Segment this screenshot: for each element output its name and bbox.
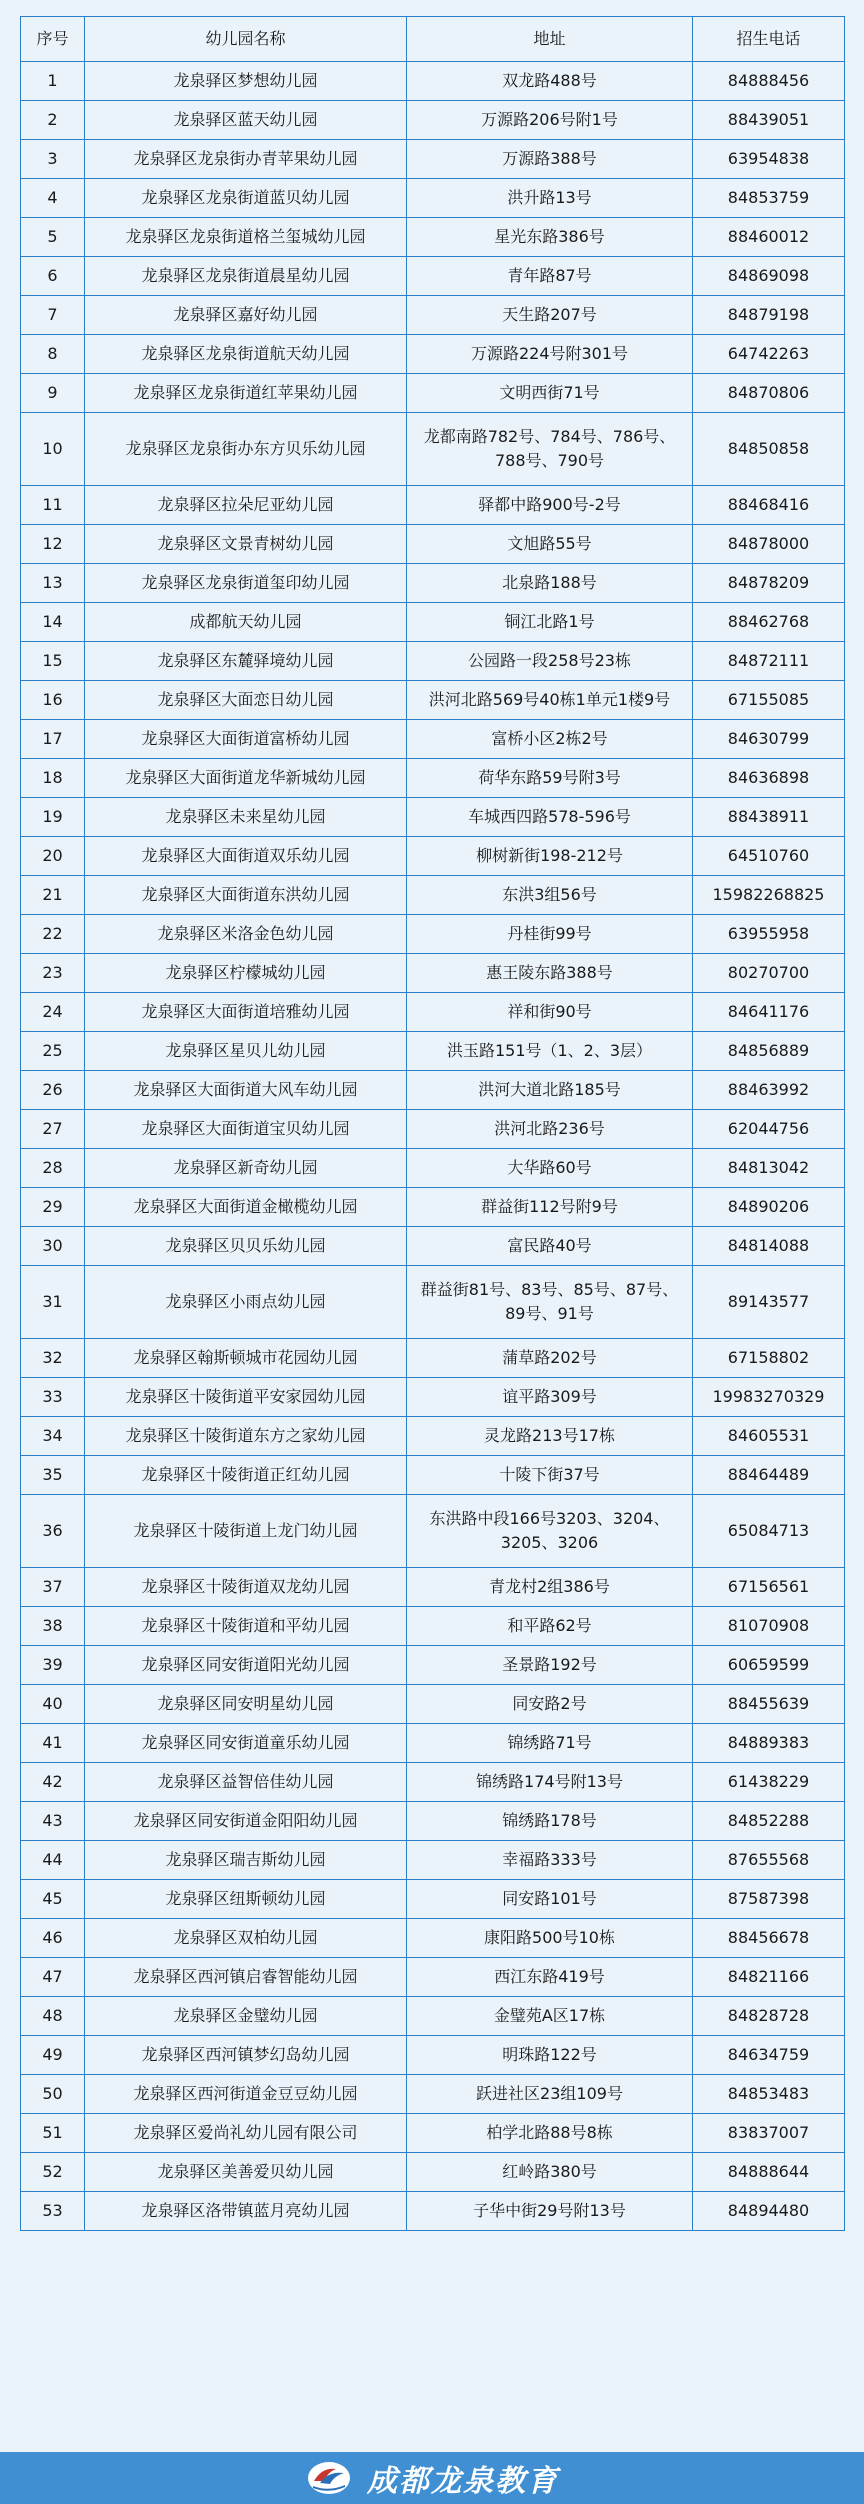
cell-address: 文明西街71号 [407, 374, 693, 413]
cell-phone: 65084713 [693, 1495, 845, 1568]
cell-name: 成都航天幼儿园 [85, 603, 407, 642]
cell-address: 青龙村2组386号 [407, 1568, 693, 1607]
cell-name: 龙泉驿区龙泉街办东方贝乐幼儿园 [85, 413, 407, 486]
table-row [21, 413, 845, 486]
cell-number: 32 [21, 1339, 85, 1378]
table-row [21, 218, 845, 257]
footer-bar [0, 2452, 864, 2504]
cell-number: 1 [21, 62, 85, 101]
cell-name: 龙泉驿区未来星幼儿园 [85, 798, 407, 837]
cell-address: 万源路388号 [407, 140, 693, 179]
cell-phone: 84853483 [693, 2075, 845, 2114]
cell-phone: 84888644 [693, 2153, 845, 2192]
cell-phone: 88464489 [693, 1456, 845, 1495]
cell-phone: 84821166 [693, 1958, 845, 1997]
cell-address: 祥和街90号 [407, 993, 693, 1032]
cell-number: 36 [21, 1495, 85, 1568]
table-row [21, 876, 845, 915]
cell-address: 丹桂街99号 [407, 915, 693, 954]
footer-brand: 成都龙泉教育 [367, 2464, 559, 2499]
cell-address: 东洪路中段166号3203、3204、3205、3206 [407, 1495, 693, 1568]
cell-number: 40 [21, 1685, 85, 1724]
table-row [21, 296, 845, 335]
cell-address: 青年路87号 [407, 257, 693, 296]
cell-address: 龙都南路782号、784号、786号、788号、790号 [407, 413, 693, 486]
cell-number: 43 [21, 1802, 85, 1841]
cell-address: 天生路207号 [407, 296, 693, 335]
cell-address: 大华路60号 [407, 1149, 693, 1188]
table-row [21, 1071, 845, 1110]
cell-phone: 67158802 [693, 1339, 845, 1378]
cell-address: 谊平路309号 [407, 1378, 693, 1417]
cell-number: 41 [21, 1724, 85, 1763]
cell-phone: 84641176 [693, 993, 845, 1032]
cell-number: 26 [21, 1071, 85, 1110]
cell-name: 龙泉驿区翰斯顿城市花园幼儿园 [85, 1339, 407, 1378]
cell-name: 龙泉驿区龙泉街道航天幼儿园 [85, 335, 407, 374]
cell-name: 龙泉驿区梦想幼儿园 [85, 62, 407, 101]
cell-phone: 84869098 [693, 257, 845, 296]
cell-address: 公园路一段258号23栋 [407, 642, 693, 681]
cell-name: 龙泉驿区十陵街道和平幼儿园 [85, 1607, 407, 1646]
cell-address: 洪河北路569号40栋1单元1楼9号 [407, 681, 693, 720]
table-row [21, 720, 845, 759]
cell-number: 37 [21, 1568, 85, 1607]
cell-phone: 63954838 [693, 140, 845, 179]
cell-number: 48 [21, 1997, 85, 2036]
cell-phone: 84636898 [693, 759, 845, 798]
cell-number: 34 [21, 1417, 85, 1456]
header-phone: 招生电话 [693, 17, 845, 62]
table-row [21, 798, 845, 837]
cell-address: 洪河北路236号 [407, 1110, 693, 1149]
cell-phone: 84889383 [693, 1724, 845, 1763]
cell-phone: 84878000 [693, 525, 845, 564]
table-row [21, 1227, 845, 1266]
cell-name: 龙泉驿区柠檬城幼儿园 [85, 954, 407, 993]
cell-address: 惠王陵东路388号 [407, 954, 693, 993]
table-row [21, 1958, 845, 1997]
table-row [21, 1568, 845, 1607]
cell-name: 龙泉驿区蓝天幼儿园 [85, 101, 407, 140]
cell-address: 万源路224号附301号 [407, 335, 693, 374]
cell-name: 龙泉驿区龙泉街道晨星幼儿园 [85, 257, 407, 296]
cell-phone: 84813042 [693, 1149, 845, 1188]
cell-name: 龙泉驿区嘉好幼儿园 [85, 296, 407, 335]
education-bureau-logo-icon [305, 2459, 353, 2497]
cell-phone: 62044756 [693, 1110, 845, 1149]
cell-phone: 84828728 [693, 1997, 845, 2036]
cell-phone: 84850858 [693, 413, 845, 486]
cell-phone: 88463992 [693, 1071, 845, 1110]
cell-phone: 88439051 [693, 101, 845, 140]
cell-name: 龙泉驿区米洛金色幼儿园 [85, 915, 407, 954]
table-row [21, 1919, 845, 1958]
cell-phone: 15982268825 [693, 876, 845, 915]
cell-number: 50 [21, 2075, 85, 2114]
cell-number: 49 [21, 2036, 85, 2075]
table-row [21, 564, 845, 603]
kindergarten-table [20, 16, 845, 2231]
cell-phone: 61438229 [693, 1763, 845, 1802]
table-row [21, 1841, 845, 1880]
cell-phone: 88462768 [693, 603, 845, 642]
table-row [21, 179, 845, 218]
cell-name: 龙泉驿区大面街道培雅幼儿园 [85, 993, 407, 1032]
table-row [21, 101, 845, 140]
table-row [21, 1417, 845, 1456]
cell-address: 锦绣路71号 [407, 1724, 693, 1763]
cell-name: 龙泉驿区十陵街道上龙门幼儿园 [85, 1495, 407, 1568]
cell-number: 33 [21, 1378, 85, 1417]
cell-name: 龙泉驿区星贝儿幼儿园 [85, 1032, 407, 1071]
cell-name: 龙泉驿区西河镇梦幻岛幼儿园 [85, 2036, 407, 2075]
table-row [21, 1763, 845, 1802]
cell-name: 龙泉驿区大面街道双乐幼儿园 [85, 837, 407, 876]
cell-number: 27 [21, 1110, 85, 1149]
cell-phone: 87655568 [693, 1841, 845, 1880]
cell-name: 龙泉驿区龙泉街道格兰玺城幼儿园 [85, 218, 407, 257]
cell-number: 39 [21, 1646, 85, 1685]
cell-address: 文旭路55号 [407, 525, 693, 564]
table-row [21, 1149, 845, 1188]
cell-address: 和平路62号 [407, 1607, 693, 1646]
table-row [21, 1646, 845, 1685]
cell-number: 53 [21, 2192, 85, 2231]
cell-address: 锦绣路178号 [407, 1802, 693, 1841]
cell-number: 11 [21, 486, 85, 525]
cell-name: 龙泉驿区龙泉街办青苹果幼儿园 [85, 140, 407, 179]
table-row [21, 525, 845, 564]
table-row [21, 140, 845, 179]
cell-name: 龙泉驿区西河镇启睿智能幼儿园 [85, 1958, 407, 1997]
cell-number: 2 [21, 101, 85, 140]
cell-number: 31 [21, 1266, 85, 1339]
cell-number: 21 [21, 876, 85, 915]
cell-address: 十陵下街37号 [407, 1456, 693, 1495]
cell-number: 3 [21, 140, 85, 179]
table-row [21, 1685, 845, 1724]
cell-phone: 88468416 [693, 486, 845, 525]
cell-name: 龙泉驿区瑞吉斯幼儿园 [85, 1841, 407, 1880]
cell-name: 龙泉驿区龙泉街道蓝贝幼儿园 [85, 179, 407, 218]
cell-phone: 81070908 [693, 1607, 845, 1646]
cell-name: 龙泉驿区新奇幼儿园 [85, 1149, 407, 1188]
cell-name: 龙泉驿区同安街道童乐幼儿园 [85, 1724, 407, 1763]
cell-address: 同安路101号 [407, 1880, 693, 1919]
cell-number: 12 [21, 525, 85, 564]
cell-address: 双龙路488号 [407, 62, 693, 101]
cell-number: 6 [21, 257, 85, 296]
table-row [21, 1378, 845, 1417]
cell-phone: 84634759 [693, 2036, 845, 2075]
cell-number: 35 [21, 1456, 85, 1495]
cell-name: 龙泉驿区大面街道龙华新城幼儿园 [85, 759, 407, 798]
cell-phone: 67156561 [693, 1568, 845, 1607]
cell-number: 7 [21, 296, 85, 335]
cell-name: 龙泉驿区大面街道东洪幼儿园 [85, 876, 407, 915]
table-row [21, 2153, 845, 2192]
cell-phone: 67155085 [693, 681, 845, 720]
cell-name: 龙泉驿区大面街道大风车幼儿园 [85, 1071, 407, 1110]
cell-number: 17 [21, 720, 85, 759]
cell-address: 洪升路13号 [407, 179, 693, 218]
cell-address: 洪玉路151号（1、2、3层） [407, 1032, 693, 1071]
cell-name: 龙泉驿区大面街道金橄榄幼儿园 [85, 1188, 407, 1227]
cell-phone: 19983270329 [693, 1378, 845, 1417]
table-row [21, 915, 845, 954]
cell-phone: 84814088 [693, 1227, 845, 1266]
cell-name: 龙泉驿区文景青树幼儿园 [85, 525, 407, 564]
table-body [21, 62, 845, 2231]
cell-name: 龙泉驿区同安街道金阳阳幼儿园 [85, 1802, 407, 1841]
cell-number: 18 [21, 759, 85, 798]
cell-phone: 88460012 [693, 218, 845, 257]
cell-address: 子华中街29号附13号 [407, 2192, 693, 2231]
header-number: 序号 [21, 17, 85, 62]
table-row [21, 2075, 845, 2114]
cell-address: 金璧苑A区17栋 [407, 1997, 693, 2036]
cell-address: 康阳路500号10栋 [407, 1919, 693, 1958]
cell-address: 富民路40号 [407, 1227, 693, 1266]
cell-number: 30 [21, 1227, 85, 1266]
cell-name: 龙泉驿区同安明星幼儿园 [85, 1685, 407, 1724]
cell-name: 龙泉驿区双柏幼儿园 [85, 1919, 407, 1958]
table-row [21, 837, 845, 876]
cell-number: 45 [21, 1880, 85, 1919]
header-name: 幼儿园名称 [85, 17, 407, 62]
cell-name: 龙泉驿区十陵街道正红幼儿园 [85, 1456, 407, 1495]
table-row [21, 1880, 845, 1919]
cell-phone: 64742263 [693, 335, 845, 374]
cell-phone: 89143577 [693, 1266, 845, 1339]
cell-phone: 84852288 [693, 1802, 845, 1841]
cell-name: 龙泉驿区纽斯顿幼儿园 [85, 1880, 407, 1919]
cell-address: 圣景路192号 [407, 1646, 693, 1685]
cell-address: 星光东路386号 [407, 218, 693, 257]
cell-number: 13 [21, 564, 85, 603]
cell-number: 28 [21, 1149, 85, 1188]
cell-phone: 83837007 [693, 2114, 845, 2153]
cell-address: 红岭路380号 [407, 2153, 693, 2192]
cell-address: 蒲草路202号 [407, 1339, 693, 1378]
cell-name: 龙泉驿区大面街道富桥幼儿园 [85, 720, 407, 759]
cell-number: 24 [21, 993, 85, 1032]
table-row [21, 2192, 845, 2231]
cell-number: 46 [21, 1919, 85, 1958]
cell-phone: 64510760 [693, 837, 845, 876]
cell-phone: 84872111 [693, 642, 845, 681]
cell-phone: 84894480 [693, 2192, 845, 2231]
table-row [21, 2114, 845, 2153]
cell-name: 龙泉驿区金璧幼儿园 [85, 1997, 407, 2036]
cell-name: 龙泉驿区龙泉街道红苹果幼儿园 [85, 374, 407, 413]
table-row [21, 2036, 845, 2075]
cell-address: 荷华东路59号附3号 [407, 759, 693, 798]
cell-phone: 88455639 [693, 1685, 845, 1724]
cell-phone: 60659599 [693, 1646, 845, 1685]
cell-address: 驿都中路900号-2号 [407, 486, 693, 525]
cell-number: 29 [21, 1188, 85, 1227]
table-header-row [21, 17, 845, 62]
table-row [21, 1456, 845, 1495]
cell-address: 同安路2号 [407, 1685, 693, 1724]
cell-name: 龙泉驿区贝贝乐幼儿园 [85, 1227, 407, 1266]
cell-name: 龙泉驿区爱尚礼幼儿园有限公司 [85, 2114, 407, 2153]
cell-name: 龙泉驿区十陵街道东方之家幼儿园 [85, 1417, 407, 1456]
cell-phone: 84870806 [693, 374, 845, 413]
cell-address: 富桥小区2栋2号 [407, 720, 693, 759]
cell-number: 15 [21, 642, 85, 681]
cell-name: 龙泉驿区益智倍佳幼儿园 [85, 1763, 407, 1802]
table-row [21, 1339, 845, 1378]
cell-number: 22 [21, 915, 85, 954]
cell-number: 14 [21, 603, 85, 642]
table-row [21, 486, 845, 525]
table-row [21, 1997, 845, 2036]
cell-name: 龙泉驿区拉朵尼亚幼儿园 [85, 486, 407, 525]
cell-address: 东洪3组56号 [407, 876, 693, 915]
table-row [21, 954, 845, 993]
cell-name: 龙泉驿区洛带镇蓝月亮幼儿园 [85, 2192, 407, 2231]
cell-phone: 63955958 [693, 915, 845, 954]
cell-name: 龙泉驿区龙泉街道玺印幼儿园 [85, 564, 407, 603]
cell-address: 群益街112号附9号 [407, 1188, 693, 1227]
cell-address: 洪河大道北路185号 [407, 1071, 693, 1110]
cell-number: 4 [21, 179, 85, 218]
table-row [21, 1188, 845, 1227]
cell-number: 38 [21, 1607, 85, 1646]
cell-address: 柏学北路88号8栋 [407, 2114, 693, 2153]
cell-phone: 84878209 [693, 564, 845, 603]
cell-name: 龙泉驿区美善爱贝幼儿园 [85, 2153, 407, 2192]
table-row [21, 374, 845, 413]
table-row [21, 1495, 845, 1568]
cell-number: 16 [21, 681, 85, 720]
table-row [21, 257, 845, 296]
header-address: 地址 [407, 17, 693, 62]
table-row [21, 603, 845, 642]
cell-address: 锦绣路174号附13号 [407, 1763, 693, 1802]
cell-address: 车城西四路578-596号 [407, 798, 693, 837]
table-row [21, 759, 845, 798]
cell-address: 跃进社区23组109号 [407, 2075, 693, 2114]
cell-number: 47 [21, 1958, 85, 1997]
cell-address: 北泉路188号 [407, 564, 693, 603]
table-row [21, 1802, 845, 1841]
table-row [21, 335, 845, 374]
cell-phone: 84605531 [693, 1417, 845, 1456]
cell-phone: 84630799 [693, 720, 845, 759]
cell-address: 明珠路122号 [407, 2036, 693, 2075]
cell-phone: 87587398 [693, 1880, 845, 1919]
cell-name: 龙泉驿区十陵街道平安家园幼儿园 [85, 1378, 407, 1417]
cell-address: 西江东路419号 [407, 1958, 693, 1997]
cell-address: 万源路206号附1号 [407, 101, 693, 140]
cell-address: 群益街81号、83号、85号、87号、89号、91号 [407, 1266, 693, 1339]
cell-name: 龙泉驿区东麓驿境幼儿园 [85, 642, 407, 681]
table-row [21, 1110, 845, 1149]
cell-phone: 84879198 [693, 296, 845, 335]
table-row [21, 993, 845, 1032]
table-row [21, 1266, 845, 1339]
cell-phone: 84888456 [693, 62, 845, 101]
table-row [21, 62, 845, 101]
cell-phone: 88438911 [693, 798, 845, 837]
cell-number: 25 [21, 1032, 85, 1071]
cell-address: 铜江北路1号 [407, 603, 693, 642]
cell-address: 幸福路333号 [407, 1841, 693, 1880]
cell-name: 龙泉驿区十陵街道双龙幼儿园 [85, 1568, 407, 1607]
cell-name: 龙泉驿区西河街道金豆豆幼儿园 [85, 2075, 407, 2114]
cell-name: 龙泉驿区同安街道阳光幼儿园 [85, 1646, 407, 1685]
cell-number: 23 [21, 954, 85, 993]
cell-number: 19 [21, 798, 85, 837]
cell-address: 柳树新街198-212号 [407, 837, 693, 876]
table-row [21, 1724, 845, 1763]
table-row [21, 1032, 845, 1071]
cell-phone: 88456678 [693, 1919, 845, 1958]
cell-number: 20 [21, 837, 85, 876]
cell-number: 9 [21, 374, 85, 413]
cell-number: 42 [21, 1763, 85, 1802]
table-row [21, 642, 845, 681]
cell-phone: 84890206 [693, 1188, 845, 1227]
cell-number: 8 [21, 335, 85, 374]
cell-number: 44 [21, 1841, 85, 1880]
table-row [21, 1607, 845, 1646]
cell-number: 10 [21, 413, 85, 486]
cell-name: 龙泉驿区大面恋日幼儿园 [85, 681, 407, 720]
cell-phone: 80270700 [693, 954, 845, 993]
table-row [21, 681, 845, 720]
cell-address: 灵龙路213号17栋 [407, 1417, 693, 1456]
cell-phone: 84853759 [693, 179, 845, 218]
cell-phone: 84856889 [693, 1032, 845, 1071]
cell-number: 5 [21, 218, 85, 257]
cell-number: 52 [21, 2153, 85, 2192]
cell-name: 龙泉驿区大面街道宝贝幼儿园 [85, 1110, 407, 1149]
cell-number: 51 [21, 2114, 85, 2153]
cell-name: 龙泉驿区小雨点幼儿园 [85, 1266, 407, 1339]
